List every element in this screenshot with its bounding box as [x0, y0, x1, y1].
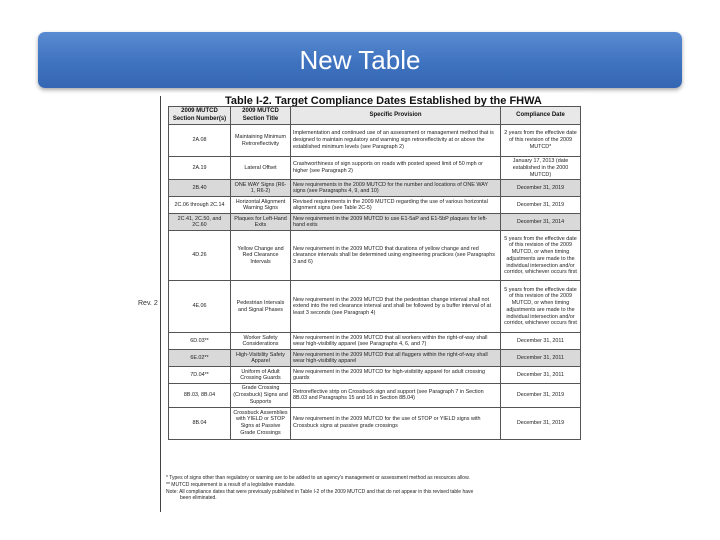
- cell-provision: New requirements in the 2009 MUTCD for the number and locations of ONE WAY signs (see Paragraphs 4, 9, and 10): [291, 180, 501, 197]
- cell-section: 4E.06: [169, 281, 231, 333]
- cell-provision: Implementation and continued use of an assessment or management method that is designed to maintain regulatory and warning sign retroreflectivity at or above the established minimum levels (see Paragraph 2): [291, 125, 501, 157]
- cell-title: Maintaining Minimum Retroreflectivity: [231, 125, 291, 157]
- cell-section: 7D.04**: [169, 367, 231, 384]
- table-row: [169, 214, 581, 231]
- cell-provision: New requirement in the 2009 MUTCD that the pedestrian change interval shall not extend into the red clearance interval and shall be followed by a buffer interval of at least 3 seconds (see Paragraph 4): [291, 281, 501, 333]
- cell-title: Pedestrian Intervals and Signal Phases: [231, 281, 291, 333]
- cell-section: 2C.41, 2C.50, and 2C.60: [169, 214, 231, 231]
- footnote-single-asterisk: * Types of signs other than regulatory or warning are to be added to an agency's management or assessment method as resources allow.: [166, 475, 470, 481]
- cell-date: December 31, 2019: [501, 180, 581, 197]
- cell-date: 5 years from the effective date of this revision of the 2009 MUTCD, or when timing adjustments are made to the individual intersection and/or corridor, whichever occurs first: [501, 281, 581, 333]
- cell-date: December 31, 2011: [501, 350, 581, 367]
- cell-title: High-Visibility Safety Apparel: [231, 350, 291, 367]
- table-row: [169, 231, 581, 281]
- cell-provision: New requirement in the 2009 MUTCD for the use of STOP or YIELD signs with Crossbuck signs at passive grade crossings: [291, 407, 501, 439]
- cell-title: Yellow Change and Red Clearance Intervals: [231, 231, 291, 281]
- cell-date: 5 years from the effective date of this revision of the 2009 MUTCD, or when timing adjustments are made to the individual intersection and/or corridor, whichever occurs first: [501, 231, 581, 281]
- cell-provision: New requirement in the 2009 MUTCD that durations of yellow change and red clearance intervals shall be determined using engineering practices (see Paragraphs 3 and 6): [291, 231, 501, 281]
- revision-mark: Rev. 2: [138, 300, 158, 307]
- cell-provision: New requirement in the 2009 MUTCD to use E1-5aP and E1-5bP plaques for left-hand exits: [291, 214, 501, 231]
- cell-date: December 31, 2019: [501, 407, 581, 439]
- table-row: [169, 333, 581, 350]
- cell-section: 2A.08: [169, 125, 231, 157]
- cell-section: 6D.03**: [169, 333, 231, 350]
- table-row: [169, 384, 581, 407]
- table-row: [169, 281, 581, 333]
- footnote-double-asterisk: ** MUTCD requirement is a result of a legislative mandate.: [166, 481, 296, 488]
- cell-date: December 31, 2011: [501, 333, 581, 350]
- cell-section: 2B.40: [169, 180, 231, 197]
- header-section-title: 2009 MUTCD Section Title: [231, 107, 291, 125]
- cell-section: 6E.02**: [169, 350, 231, 367]
- cell-section: 8B.04: [169, 407, 231, 439]
- cell-title: ONE WAY Signs (R6-1, R6-2): [231, 180, 291, 197]
- header-section-number: 2009 MUTCD Section Number(s): [169, 107, 231, 125]
- cell-section: 4D.26: [169, 231, 231, 281]
- table-row: [169, 157, 581, 180]
- cell-date: December 31, 2011: [501, 367, 581, 384]
- table-row: [169, 125, 581, 157]
- title-banner: [38, 32, 682, 88]
- cell-provision: Retroreflective strip on Crossbuck sign and support (see Paragraph 7 in Section 8B.03 and Paragraphs 15 and 16 in Section 8B.04): [291, 384, 501, 407]
- table-row: [169, 367, 581, 384]
- cell-provision: Revised requirements in the 2009 MUTCD regarding the use of various horizontal alignment signs (see Table 2C-5): [291, 197, 501, 214]
- cell-title: Grade Crossing (Crossbuck) Signs and Supports: [231, 384, 291, 407]
- cell-section: 2C.06 through 2C.14: [169, 197, 231, 214]
- cell-provision: New requirement in the 2009 MUTCD that all flaggers within the right-of-way shall wear high-visibility apparel: [291, 350, 501, 367]
- table-header-row: [169, 107, 581, 125]
- table-row: [169, 197, 581, 214]
- cell-title: Crossbuck Assemblies with YIELD or STOP Signs at Passive Grade Crossings: [231, 407, 291, 439]
- cell-provision: New requirement in the 2009 MUTCD that all workers within the right-of-way shall wear high-visibility apparel (see Paragraphs 4, 6, and 7): [291, 333, 501, 350]
- cell-title: Uniform of Adult Crossing Guards: [231, 367, 291, 384]
- footnote-general-note: Note: All compliance dates that were previously published in Table I-2 of the 2009 MUTCD and that do not appear in this revised table have: [166, 488, 474, 495]
- cell-section: 2A.19: [169, 157, 231, 180]
- cell-provision: New requirement in the 2009 MUTCD for high-visibility apparel for adult crossing guards: [291, 367, 501, 384]
- slide-title: New Table: [299, 45, 421, 75]
- figure-left-edge: [160, 96, 161, 512]
- cell-date: December 31, 2014: [501, 214, 581, 231]
- table-row: [169, 407, 581, 439]
- cell-date: December 31, 2019: [501, 197, 581, 214]
- cell-date: December 31, 2019: [501, 384, 581, 407]
- cell-provision: Crashworthiness of sign supports on roads with posted speed limit of 50 mph or higher (see Paragraph 2): [291, 157, 501, 180]
- cell-title: Plaques for Left-Hand Exits: [231, 214, 291, 231]
- footnote-general-note-continued: been eliminated.: [180, 495, 217, 502]
- cell-date: January 17, 2013 (date established in the 2000 MUTCD): [501, 157, 581, 180]
- compliance-dates-table: [168, 106, 581, 440]
- table-row: [169, 350, 581, 367]
- cell-title: Horizontal Alignment Warning Signs: [231, 197, 291, 214]
- cell-date: 2 years from the effective date of this revision of the 2009 MUTCD*: [501, 125, 581, 157]
- header-specific-provision: Specific Provision: [291, 107, 501, 125]
- table-caption: Table I-2. Target Compliance Dates Established by the FHWA: [225, 95, 542, 107]
- cell-title: Worker Safety Considerations: [231, 333, 291, 350]
- cell-title: Lateral Offset: [231, 157, 291, 180]
- table-footnotes: [166, 475, 586, 502]
- header-compliance-date: Compliance Date: [501, 107, 581, 125]
- cell-section: 8B.03, 8B.04: [169, 384, 231, 407]
- table-row: [169, 180, 581, 197]
